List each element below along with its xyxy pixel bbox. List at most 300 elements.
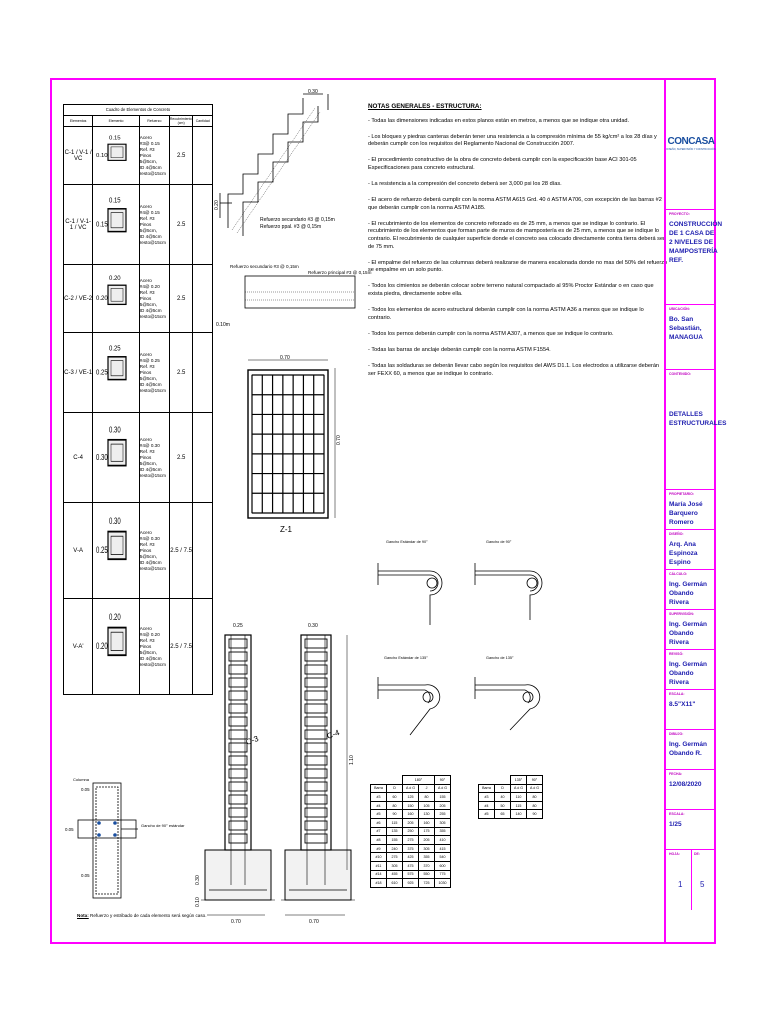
column-section-sketch [93,333,140,413]
note-item: - La resistencia a la compresión del concreto deberá ser 3,000 psi los 28 días. [368,181,562,188]
connection-detail [63,775,203,905]
field-value: María José Barquero Romero [669,501,703,526]
column-table-grid [63,115,213,695]
column-count [193,333,213,413]
rebar-cell: 275 [387,853,403,862]
reinforcement-line: ID 4@5cm [139,307,162,313]
rebar-row [371,801,451,810]
note-item: - El recubrimiento de los elementos de concreto reforzado es de 25 mm, a menos que se indique lo contrario. El recubrimiento de los elementos que forman parte de muros de mampostería es de 25 mm, a menos que se indique lo contrario. El recubrimiento de cualquier superficie donde el concreto sea colocado directamente contra tierra deberá ser de 75 mm. [368,220,665,250]
footing-label: Z-1 [280,525,292,534]
rebar-header: J [419,784,435,793]
rebar-cell: 110 [511,793,527,802]
rebar-cell: 205 [419,836,435,845]
section-dim-w: 0.30 [109,515,121,526]
rebar-header: D [495,784,511,793]
rebar-cell: 205 [403,818,419,827]
column-table-header: Recubrimiento (cm) [169,117,193,125]
title-block-field [666,610,716,650]
section-dim-h: 0.10 [96,152,108,159]
column-reinforcement [139,503,169,599]
reinforcement-line: Acero [139,436,152,442]
rebar-cell: 80 [419,793,435,802]
rebar-cell: 80 [527,793,543,802]
rebar-row [479,801,543,810]
rebar-group-header: 135° [511,776,527,785]
stair-dim-label: 0.30 [308,89,318,95]
title-block-logo [666,80,716,210]
rebar-cell: 305 [387,861,403,870]
stair-section [210,88,372,333]
column-type: C-3 / VE-1 [64,333,93,413]
reinforcement-line: Ref. #3 [139,363,155,369]
detail-label: 0.05 [81,787,90,792]
column-section-sketch [93,127,140,185]
rebar-cell: 175 [419,827,435,836]
rebar-row [371,870,451,879]
detail-note [77,912,207,919]
column-table-row [64,127,213,185]
column-section-sketch [93,503,140,599]
rebar-cell: 725 [419,879,435,888]
rebar-table-a-grid [370,775,451,888]
rebar-cell: #3 [479,793,495,802]
column-section-sketch [93,599,140,695]
title-block-field [666,305,716,370]
note-item: - Todos los pernos deberán cumplir con la norma ASTM A307, a menos que se indique lo contrario. [368,330,614,337]
reinforcement-line: Acero [139,529,152,535]
rebar-cell: #4 [371,801,387,810]
rebar-cell: 240 [387,844,403,853]
field-value: Bo. San Sebastián, MANAGUA [669,316,703,341]
column-cover: 2.5 [169,185,193,265]
rebar-cell: 475 [403,861,419,870]
field-value: Ing. Germán Obando Rivera [669,621,707,646]
field-label: ESCALA: [669,692,685,696]
field-value: 12/08/2020 [669,781,702,788]
slab-label: Refuerzo principal #3 @ 0,15m [308,270,372,275]
rebar-table-a [370,775,451,888]
reinforcement-line: Ref. #3 [139,637,155,643]
reinforcement-line: ID 4@5cm [139,559,162,565]
note-item: - El procedimiento constructivo de la obra de concreto deberá cumplir con la especificación base ACI 301-05 Especificaciones para concreto estructural. [368,157,637,171]
detail-note-label: Nota: [77,913,89,918]
column-base-dim: 0.70 [309,919,319,925]
reinforcement-line: 5@5cm, [139,553,157,559]
reinforcement-line: Pinos [139,295,152,301]
rebar-table-spacer [371,776,403,785]
rebar-cell: 65 [495,810,511,819]
slab-dim-label: 0.10m [216,322,230,328]
column-table-row [64,413,213,503]
hook-title: Gancho Estándar de 90° [386,540,428,544]
rebar-row [371,879,451,888]
rebar-cell: 160 [403,810,419,819]
rebar-cell: 140 [511,810,527,819]
title-block-field [666,530,716,570]
detail-label: 0.05 [81,873,90,878]
rebar-cell: 80 [527,801,543,810]
reinforcement-line: resto@15cm [139,170,166,176]
column-table-header: Elementos [64,116,93,127]
rebar-table-spacer [479,776,511,785]
stair-label: Refuerzo secundario #3 @ 0,15m [260,217,335,223]
rebar-cell: 135 [387,827,403,836]
column-footing [285,850,351,900]
title-block-field [666,730,716,770]
sheet-total: 5 [700,880,705,889]
column-section-sketch [93,185,140,265]
sheet-number: 1 [678,880,683,889]
column-type: C-4 [64,413,93,503]
rebar-row [371,827,451,836]
field-value: DETALLES ESTRUCTURALES [669,411,727,427]
column-cover: 2.5 [169,265,193,333]
column-base-dim: 0.70 [231,919,241,925]
rebar-cell: 610 [387,879,403,888]
rebar-cell: #8 [371,836,387,845]
rebar-row [371,810,451,819]
reinforcement-line: 5@5cm, [139,649,157,655]
field-label: DISEÑO: [669,532,684,536]
column-type: C-1 / V-1-1 / VC [64,185,93,265]
section-dim-h: 0.25 [96,544,108,555]
rebar-table-b [478,775,543,819]
column-shaft [301,635,331,850]
field-value: 8.5"X11" [669,701,696,708]
rebar-row [371,818,451,827]
reinforcement-line: Acero [139,134,152,140]
reinforcement-line: Pinos [139,152,152,158]
reinforcement-line: Ref. #3 [139,289,155,295]
column-reinforcement [139,599,169,695]
reinforcement-line: Pinos [139,547,152,553]
field-label: ESCALA: [669,812,685,816]
rebar-header: A ó G [403,784,419,793]
logo-text: CONCASA [667,136,715,147]
note-item: - El acero de refuerzo deberá cumplir con la norma ASTM A615 Grd. 40 ó ASTM A706, con excepción de las barras #2 que deberán cumplir con la norma ASTM A185. [368,197,662,211]
field-label: FECHA: [669,772,683,776]
column-dim-top: 0.30 [308,623,318,629]
title-block-field [666,570,716,610]
column-label: C-4 [325,728,341,741]
rebar-header: D [387,784,403,793]
column-section-sketch [93,265,140,333]
reinforcement-line: ID 4@5cm [139,164,162,170]
field-label: PROPIETARIO: [669,492,695,496]
field-label: PROYECTO: [669,212,690,216]
reinforcement-line: Ref. #3 [139,146,155,152]
reinforcement-line: Pinos [139,454,152,460]
column-table-header: Refuerzo [139,116,169,127]
column-cover: 2.5 [169,333,193,413]
rebar-row [371,861,451,870]
reinforcement-line: 5@5cm, [139,158,157,164]
sheet-number-cell [666,850,716,942]
rebar-cell: #7 [371,827,387,836]
section-dim-w: 0.25 [109,344,121,353]
rebar-cell: 150 [403,801,419,810]
note-item: - Todos los cimientos se deberán colocar sobre terreno natural compactado al 95% Proctor Estándar o en caso que exista piedra, directamente sobre ella. [368,283,654,297]
rebar-cell: 540 [435,853,451,862]
reinforcement-line: resto@15cm [139,387,166,393]
detail-note-text: Refuerzo y estribado de cada elemento será según caso. [90,913,207,918]
rebar-group-header: 90° [527,776,543,785]
reinforcement-line: ID 4@5cm [139,466,162,472]
rebar-header: A ó G [511,784,527,793]
detail-label: 0.05 [65,827,74,832]
field-value: Ing. Germán Obando Rivera [669,581,707,606]
rebar-cell: #5 [479,810,495,819]
rebar-cell: 115 [511,801,527,810]
reinforcement-line: Acero [139,625,152,631]
rebar-cell: 50 [495,801,511,810]
field-value: CONSTRUCCIÓN DE 1 CASA DE 2 NIVELES DE MAMPOSTERÍA REF. [669,221,723,264]
rebar-cell: 575 [403,870,419,879]
rebar-cell: 250 [403,827,419,836]
reinforcement-line: #4@ 0.30 [139,442,160,448]
column-cover: 2.5 [169,127,193,185]
column-count [193,503,213,599]
rebar-cell: 60 [387,793,403,802]
rebar-cell: #5 [371,810,387,819]
logo-subtitle: DISEÑO, SUPERVISIÓN Y CONSTRUCCIÓN [666,148,716,151]
rebar-row [371,844,451,853]
slab-label: Refuerzo secundario #3 @ 0,15m [230,264,299,269]
footing-z1 [240,350,350,540]
column-table [63,104,213,695]
reinforcement-line: Acero [139,351,152,357]
hook-title: Gancho de 135° [486,656,514,660]
rebar-row [479,810,543,819]
rebar-cell: 105 [419,801,435,810]
reinforcement-line: 5@5cm, [139,460,157,466]
column-type: C-2 / VE-2 [64,265,93,333]
reinforcement-line: resto@15cm [139,313,166,319]
reinforcement-line: Pinos [139,369,152,375]
field-label: REVISÓ: [669,652,684,656]
section-dim-w: 0.15 [109,196,121,205]
rebar-cell: 375 [403,844,419,853]
section-dim-h: 0.15 [96,220,108,229]
reinforcement-line: ID 4@5cm [139,655,162,661]
reinforcement-line: ID 4@5cm [139,381,162,387]
column-reinforcement [139,333,169,413]
column-base-h: 0.10 [195,897,201,907]
columns-elevation [195,615,365,930]
notes-title: NOTAS GENERALES - ESTRUCTURA: [368,103,482,110]
rebar-cell: 550 [419,870,435,879]
section-dim-h: 0.20 [96,294,108,302]
field-label: DIBUJO: [669,732,684,736]
rebar-cell: 155 [387,836,403,845]
rebar-cell: 370 [419,861,435,870]
reinforcement-line: #4@ 0.20 [139,631,160,637]
section-dim-h: 0.25 [96,368,108,377]
note-item: - Todos los elementos de acero estructural deberán cumplir con la norma ASTM A36 a menos que se indique lo contrario. [368,307,644,321]
reinforcement-line: Pinos [139,221,152,227]
reinforcement-line: resto@15cm [139,661,166,667]
reinforcement-line: 5@5cm, [139,227,157,233]
column-cover: 2.5 / 7.5 [169,503,193,599]
section-dim-h: 0.20 [96,640,108,651]
rebar-header: A ó G [435,784,451,793]
rebar-cell: 125 [403,793,419,802]
reinforcement-line: Ref. #3 [139,541,155,547]
rebar-cell: 155 [435,793,451,802]
column-height: 1.10 [349,755,355,765]
title-block-field [666,690,716,730]
rebar-cell: 355 [435,827,451,836]
sheet-divider [691,850,692,910]
reinforcement-line: #4@ 0.30 [139,535,160,541]
hook-details [370,535,560,765]
rebar-group-header: 90° [435,776,451,785]
column-table-row [64,503,213,599]
title-block-field [666,770,716,810]
field-value: 1/25 [669,821,682,828]
rebar-cell: 410 [435,836,451,845]
rebar-cell: 40 [495,793,511,802]
rebar-group-header: 180° [403,776,435,785]
column-dim-top: 0.25 [233,623,243,629]
rebar-cell: 160 [419,818,435,827]
sheet-label: HOJA: [669,852,680,856]
rebar-cell: #11 [371,861,387,870]
rebar-cell: #9 [371,844,387,853]
field-value: Ing. Germán Obando Rivera [669,661,707,686]
reinforcement-line: resto@15cm [139,239,166,245]
rebar-cell: #4 [479,801,495,810]
rebar-cell: #6 [371,818,387,827]
rebar-cell: 355 [419,853,435,862]
note-item: - Todas las dimensiones indicadas en estos planos están en metros, a menos que se indique otra unidad. [368,117,630,124]
column-table-title: Cuadro de Elementos de Concreto [63,104,213,115]
reinforcement-line: resto@15cm [139,565,166,571]
column-table-row [64,265,213,333]
column-count [193,413,213,503]
column-type: C-1 / V-1 / VC [64,127,93,185]
general-notes [368,103,668,387]
title-block-field [666,650,716,690]
column-table-row [64,185,213,265]
title-block [664,80,727,942]
column-reinforcement [139,265,169,333]
reinforcement-line: ID 4@5cm [139,233,162,239]
column-base-h: 0.30 [195,875,201,885]
field-label: CÁLCULO: [669,572,688,576]
column-reinforcement [139,127,169,185]
hook-title: Gancho de 90° [486,540,512,544]
section-dim-w: 0.20 [109,611,121,622]
title-block-field [666,490,716,530]
section-dim-h: 0.30 [96,451,108,462]
title-block-field [666,370,727,490]
rebar-cell: 455 [387,870,403,879]
rebar-cell: 925 [403,879,419,888]
detail-label: Columna [73,777,90,782]
field-value: Arq. Ana Espinoza Espino [669,541,698,566]
rebar-cell: 275 [403,836,419,845]
rebar-cell: 1030 [435,879,451,888]
rebar-cell: #3 [371,793,387,802]
note-item: - Los bloques y piedras canteras deberán tener una resistencia a la compresión mínima de 55 kg/cm² a los 28 días y deberán cumplir con los requisitos del Reglamento Nacional de Construcción 2007. [368,133,657,148]
reinforcement-line: 5@5cm, [139,375,157,381]
rebar-row [371,853,451,862]
rebar-header: Barra [371,784,387,793]
field-label: CONTENIDO: [669,372,692,376]
rebar-cell: #14 [371,870,387,879]
title-block-field [666,210,723,305]
rebar-cell: 415 [435,844,451,853]
rebar-cell: 130 [419,810,435,819]
column-label: C-3 [244,734,260,747]
reinforcement-line: #4@ 0.20 [139,283,160,289]
rebar-row [371,836,451,845]
column-cover: 2.5 [169,413,193,503]
stair-dim-label: 0.20 [214,200,220,210]
rebar-row [371,793,451,802]
detail-label: Gancho de 90° estándar [141,823,185,828]
section-dim-w: 0.20 [109,274,121,282]
note-item: - Todas las soldaduras se deberán llevar cabo según los requisitos del AWS D1.1. Los electrodos a utilizarse deberán ser FEXX 60, a menos que se indique lo contrario. [368,362,660,377]
reinforcement-line: Pinos [139,643,152,649]
field-label: UBICACIÓN: [669,307,690,311]
column-type: V-A [64,503,93,599]
reinforcement-line: Acero [139,203,152,209]
rebar-cell: 80 [387,801,403,810]
field-value: Ing. Germán Obando R. [669,741,707,757]
rebar-cell: #10 [371,853,387,862]
rebar-cell: 255 [435,810,451,819]
column-reinforcement [139,185,169,265]
section-dim-w: 0.15 [109,135,121,142]
field-label: SUPERVISIÓN: [669,612,695,616]
reinforcement-line: Acero [139,277,152,283]
reinforcement-line: Ref. #3 [139,448,155,454]
rebar-cell: 305 [419,844,435,853]
stair-label: Refuerzo ppal. #3 @ 0,15m [260,224,322,230]
column-footing [205,850,271,900]
section-dim-w: 0.30 [109,424,121,435]
rebar-cell: 305 [435,818,451,827]
column-type: V-A' [64,599,93,695]
rebar-cell: 90 [527,810,543,819]
rebar-cell: 775 [435,870,451,879]
reinforcement-line: resto@15cm [139,472,166,478]
rebar-cell: 90 [387,810,403,819]
footing-dim-w: 0.70 [280,355,290,361]
note-item: - Todas las barras de anclaje deberán cumplir con la norma ASTM F1554. [368,346,551,353]
reinforcement-line: #4@ 0.15 [139,209,160,215]
column-section-sketch [93,413,140,503]
rebar-header: A ó G [527,784,543,793]
column-table-row [64,599,213,695]
title-block-field [666,810,716,850]
column-cover: 2.5 / 7.5 [169,599,193,695]
footing-dim-h: 0.70 [336,435,342,445]
column-table-header: Cantidad [193,116,213,127]
rebar-table-b-grid [478,775,543,819]
rebar-cell: 425 [403,853,419,862]
column-reinforcement [139,413,169,503]
rebar-cell: #18 [371,879,387,888]
column-table-header: Elemento [93,116,140,127]
of-label: DE: [694,852,701,856]
rebar-cell: 115 [387,818,403,827]
hook-title: Gancho Estándar de 135° [384,656,428,660]
reinforcement-line: #4@ 0.25 [139,357,160,363]
rebar-cell: 600 [435,861,451,870]
